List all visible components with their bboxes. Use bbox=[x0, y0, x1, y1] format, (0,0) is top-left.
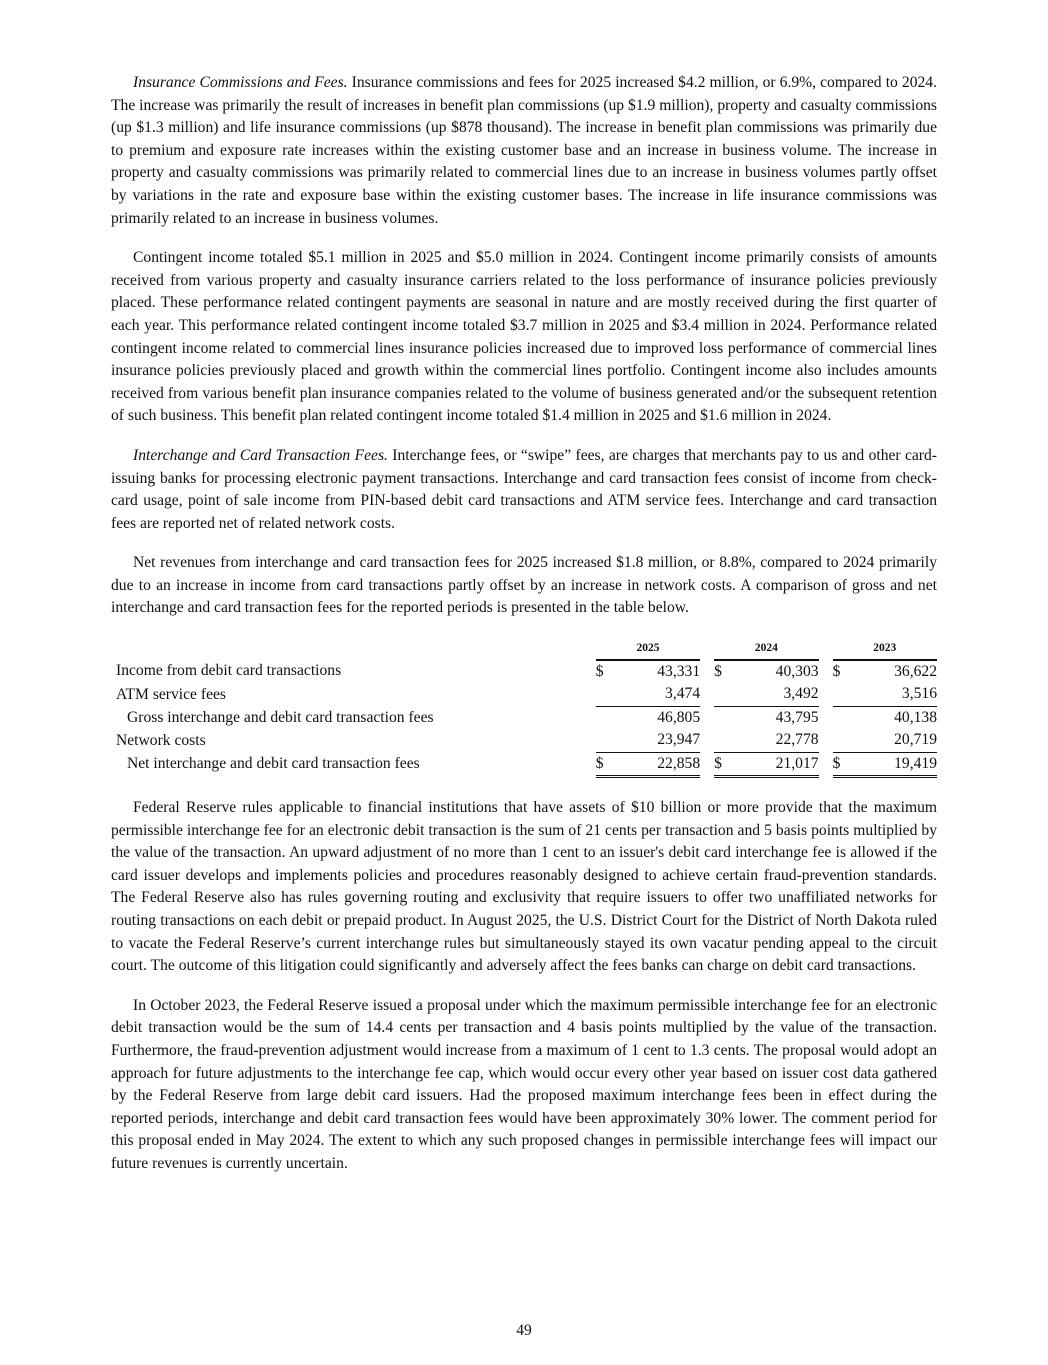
paragraph-net-revenues bbox=[111, 552, 937, 620]
paragraph-federal-reserve-rules: Federal Reserve rules applicable to financial institutions that have assets of $10 billion or more provide that the maximum permissible interchange fee for an electronic debit transaction is the sum of 21 cents per transaction and 5 basis points multiplied by the value of the transaction. An upward adjustment of no more than 1 cent to an issuer's debit card interchange fee is allowed if the card issuer develops and implements policies and procedures reasonably designed to achieve certain fraud-prevention standards. The Federal Reserve also has rules governing routing and exclusivity that require issuers to offer two unaffiliated networks for routing transactions on each debit or prepaid product. In August 2025, the U.S. District Court for the District of North Dakota ruled to vacate the Federal Reserve’s current interchange rules but simultaneously stayed its own vacatur pending appeal to the circuit court. The outcome of this litigation could significantly and adversely affect the fees banks can charge on debit card transactions. bbox=[111, 799, 937, 975]
heading-interchange-fees: Interchange and Card Transaction Fees. bbox=[133, 446, 388, 464]
column-header-2025: 2025 bbox=[596, 637, 700, 660]
table-row-total bbox=[111, 752, 937, 777]
dollar-sign: $ bbox=[832, 662, 841, 680]
table-row bbox=[111, 729, 937, 752]
cell-value: 43,331 bbox=[657, 662, 701, 680]
page-number: 49 bbox=[516, 1322, 532, 1339]
cell-value: 43,795 bbox=[732, 706, 818, 729]
cell-value: 36,622 bbox=[894, 662, 937, 680]
cell-value: 21,017 bbox=[732, 752, 818, 777]
cell-value: 40,303 bbox=[775, 662, 819, 680]
row-label: ATM service fees bbox=[116, 685, 226, 703]
row-label: Network costs bbox=[116, 731, 206, 749]
document-page bbox=[111, 72, 937, 1193]
cell-value: 3,492 bbox=[783, 685, 819, 703]
cell-value: 22,778 bbox=[775, 731, 819, 749]
table-row bbox=[111, 706, 937, 729]
cell-value: 20,719 bbox=[894, 731, 937, 749]
paragraph-text: Contingent income totaled $5.1 million in 2025 and $5.0 million in 2024. Contingent income primarily consists of amounts received from various property and casualty insurance carriers related to the loss performance of insurance policies previously placed. These performance related contingent payments are seasonal in nature and are mostly received during the first quarter of each year. This performance related contingent income totaled $3.7 million in 2025 and $3.4 million in 2024. Performance related contingent income related to commercial lines insurance policies increased due to improved loss performance of commercial lines insurance policies previously placed and growth within the commercial lines portfolio. Contingent income also includes amounts received from various benefit plan insurance companies related to the volume of business generated and/or the subsequent retention of such business. This benefit plan related contingent income totaled $1.4 million in 2025 and $1.6 million in 2024. bbox=[111, 249, 937, 425]
paragraph-insurance-commissions bbox=[111, 72, 937, 230]
dollar-sign: $ bbox=[596, 752, 614, 777]
cell-value: 23,947 bbox=[657, 731, 701, 749]
paragraph-text: Interchange fees, or “swipe” fees, are charges that merchants pay to us and other card-issuing banks for processing electronic payment transactions. Interchange and card transaction fees consist of income from check-card usage, point of sale income from PIN-based debit card transactions and ATM service fees. Interchange and card transaction fees are reported net of related network costs. bbox=[111, 446, 937, 532]
paragraph-text: Insurance commissions and fees for 2025 increased $4.2 million, or 6.9%, compared to 2024. The increase was primarily the result of increases in benefit plan commissions (up $1.9 million), property and casualty commissions (up $1.3 million) and life insurance commissions (up $878 thousand). The increase in benefit plan commissions was primarily due to premium and exposure rate increases within the existing customer base and an increase in business volume. The increase in property and casualty commissions was primarily related to commercial lines due to an increase in business volumes partly offset by variations in the rate and exposure base within the existing customer bases. The increase in life insurance commissions was primarily related to an increase in business volumes. bbox=[111, 74, 938, 227]
interchange-fees-table bbox=[111, 637, 937, 778]
paragraph-contingent-income bbox=[111, 247, 937, 428]
cell-value: 46,805 bbox=[614, 706, 700, 729]
table-header-row bbox=[111, 637, 937, 660]
column-header-2024: 2024 bbox=[714, 637, 818, 660]
cell-value: 40,138 bbox=[851, 706, 937, 729]
row-label: Income from debit card transactions bbox=[116, 662, 342, 680]
cell-value: 22,858 bbox=[614, 752, 700, 777]
paragraph-interchange-fees bbox=[111, 445, 937, 535]
paragraph-text: Net revenues from interchange and card transaction fees for 2025 increased $1.8 million, or 8.8%, compared to 2024 primarily due to an increase in income from card transactions partly offset by an increase in network costs. A comparison of gross and net interchange and card transaction fees for the reported periods is presented in the table below. bbox=[111, 554, 937, 617]
heading-insurance-commissions: Insurance Commissions and Fees. bbox=[133, 74, 348, 91]
dollar-sign: $ bbox=[595, 662, 604, 680]
cell-value: 3,474 bbox=[665, 685, 701, 703]
table-row bbox=[111, 683, 937, 706]
dollar-sign: $ bbox=[714, 662, 722, 680]
row-label: Net interchange and debit card transaction fees bbox=[127, 755, 420, 773]
cell-value: 3,516 bbox=[901, 685, 937, 703]
row-label: Gross interchange and debit card transaction fees bbox=[127, 708, 434, 726]
paragraph-federal-reserve-proposal: In October 2023, the Federal Reserve issued a proposal under which the maximum permissible interchange fee for an electronic debit transaction would be the sum of 14.4 cents per transaction and 4 basis points multiplied by the value of the transaction. Furthermore, the fraud-prevention adjustment would increase from a maximum of 1 cent to 1.3 cents. The proposal would adopt an approach for future adjustments to the interchange fee cap, which would occur every other year based on issuer cost data gathered by the Federal Reserve from large debit card issuers. Had the proposed maximum interchange fees been in effect during the reported periods, interchange and debit card transaction fees would have been approximately 30% lower. The comment period for this proposal ended in May 2024. The extent to which any such proposed changes in permissible interchange fees will impact our future revenues is currently uncertain. bbox=[111, 996, 937, 1172]
dollar-sign: $ bbox=[833, 752, 851, 777]
column-header-2023: 2023 bbox=[833, 637, 937, 660]
cell-value: 19,419 bbox=[851, 752, 937, 777]
dollar-sign: $ bbox=[714, 752, 732, 777]
table-row bbox=[111, 660, 937, 684]
